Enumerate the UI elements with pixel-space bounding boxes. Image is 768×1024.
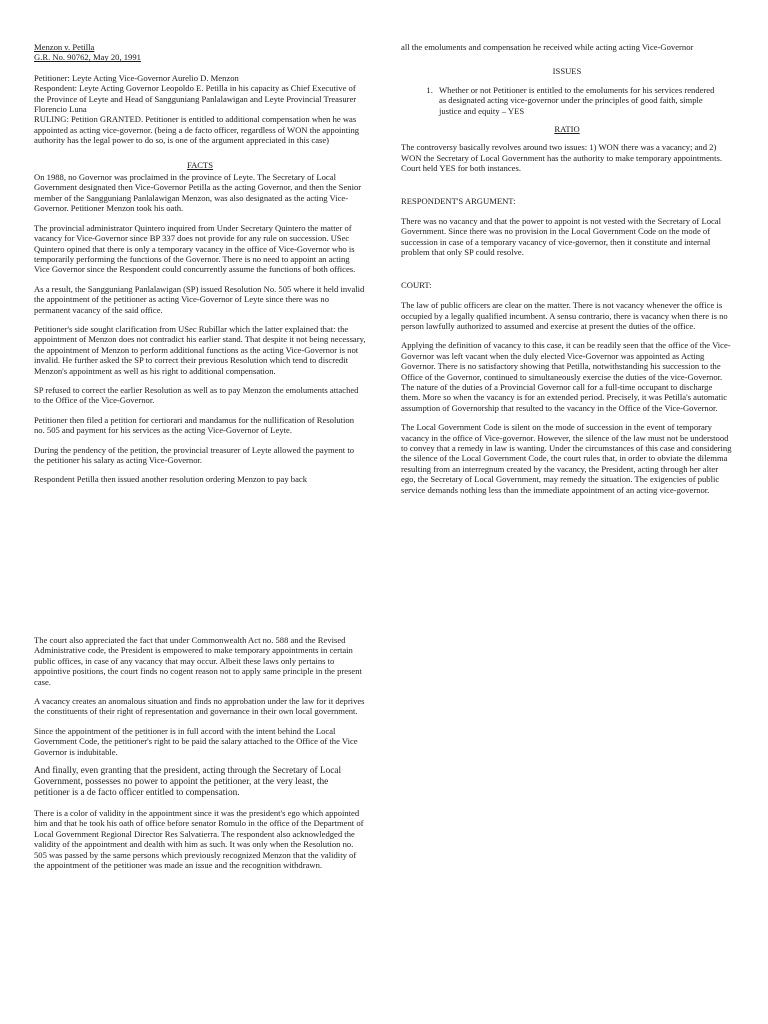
- ruling-line: RULING: Petition GRANTED. Petitioner is entitled to additional compensation when he was appointed as acting vice-governor. (being a de facto officer, regardless of WON the appointing authority has the legal power to do so, is one of the argument appreciated in this case): [34, 114, 360, 146]
- facts-heading: FACTS: [186, 159, 214, 170]
- page2-column: [34, 635, 366, 880]
- page2-paragraph: Since the appointment of the petitioner is in full accord with the intent behind the Local Government Code, the petitioner's right to be paid the salary attached to the Office of the Vice Governor is indubitable.: [34, 725, 358, 757]
- petitioner-line: Petitioner: Leyte Acting Vice-Governor Aurelio D. Menzon: [34, 72, 239, 83]
- left-column: [34, 42, 366, 494]
- facts-paragraph: Petitioner then filed a petition for certiorari and mandamus for the nullification of Resolution no. 505 and payment for his services as the acting Vice-Governor of Leyte.: [34, 414, 355, 436]
- facts-paragraph: During the pendency of the petition, the provincial treasurer of Leyte allowed the payment to the petitioner his salary as acting Vice-Governor.: [34, 444, 355, 465]
- case-title: Menzon v. Petilla: [34, 42, 95, 52]
- issue-item: 1. Whether or not Petitioner is entitled to the emoluments for his services rendered as designated acting vice-governor under the principles of good faith, simple justice and equity – YES: [435, 85, 723, 116]
- facts-continuation: all the emoluments and compensation he received while acting acting Vice-Governor: [401, 42, 694, 52]
- respondent-line: Respondent: Leyte Acting Governor Leopoldo E. Petilla in his capacity as Chief Executive of the Province of Leyte and Head of Sangguniang Panlalawigan and Leyte Provincial Treasurer Florencio Luna: [34, 83, 357, 115]
- page2-de-facto-paragraph: And finally, even granting that the president, acting through the Secretary of Local Government, possesses no power to appoint the petitioner, at the very least, the petitioner is a de facto officer entitled to compensation.: [34, 766, 342, 799]
- facts-paragraph: As a result, the Sangguniang Panlalawigan (SP) issued Resolution No. 505 where it held invalid the appointment of the petitioner as acting Vice-Governor of Leyte since there was no permanent vacancy of the said office.: [34, 283, 365, 315]
- facts-paragraph: On 1988, no Governor was proclaimed in the province of Leyte. The Secretary of Local Government designated then Vice-Governor Petilla as the acting Governor, and then the Senior member of the Sangguniang Panlalawigan Menzon, was also designated as the acting Vice-Governor. Petitioner Menzon took his oath.: [34, 172, 362, 214]
- facts-paragraph: Respondent Petilla then issued another resolution ordering Menzon to pay back: [34, 474, 308, 485]
- court-paragraph: The law of public officers are clear on the matter. There is not vacancy whenever the office is occupied by a legally qualified incumbent. A sensu contrario, there is vacancy when there is no person lawfully authorized to assumed and exercise at present the duties of the office.: [401, 300, 728, 331]
- facts-paragraph: SP refused to correct the earlier Resolution as well as to pay Menzon the emoluments attached to the Office of the Vice-Governor.: [34, 384, 359, 406]
- court-paragraph: The Local Government Code is silent on the mode of succession in the event of temporary vacancy in the office of Vice-governor. However, the silence of the law must not be understood to convey that a remedy in law is wanting. Under the circumstances of this case and considering the silence of the Local Government Code, the court rules that, in order to obviate the dilemma resulting from an interregnum created by the vacancy, the President, acting through her alter ego, the Secretary of Local Government, may remedy the situation. The exigencies of public service demands nothing less than the immediate appointment of an acting vice-governor.: [401, 422, 732, 495]
- issues-list: [401, 85, 733, 116]
- case-gr-number: G.R. No. 90762, May 20, 1991: [34, 52, 141, 63]
- respondent-argument-text: There was no vacancy and that the power to appoint is not vested with the Secretary of Local Government. Since there was no provision in the Local Government Code on the mode of succession in case of a temporary vacancy of vice-governor, then it constitute and internal problem that only SP could resolve.: [401, 216, 722, 258]
- case-header: [34, 42, 366, 63]
- issues-heading: ISSUES: [552, 66, 582, 77]
- page2-paragraph: The court also appreciated the fact that under Commonwealth Act no. 588 and the Revised Administrative code, the President is empowered to make temporary appointments in certain public offices, in case of any vacancy that may occur. Albeit these laws only pertains to appointive positions, the court finds no cogent reason not to apply same principle in the present case.: [34, 635, 362, 687]
- ratio-heading: RATIO: [554, 124, 580, 135]
- respondent-argument-heading: RESPONDENT'S ARGUMENT:: [401, 195, 516, 206]
- facts-paragraph: The provincial administrator Quintero inquired from Under Secretary Quintero the matter of vacancy for Vice-Governor since BP 337 does not provide for any rule on succession. USec Quintero opined that there is only a temporary vacancy in the office of Vice-Governor who is temporarily performing the functions of the Governor. There is no need to appoint an acting Vice Governor since the Respondent could concurrently assume the functions of both offices.: [34, 222, 356, 275]
- right-column: [401, 42, 733, 504]
- page2-paragraph: A vacancy creates an anomalous situation and finds no approbation under the law for it deprives the constituents of their right of representation and governance in their own local government.: [34, 696, 365, 717]
- facts-paragraph: Petitioner's side sought clarification from USec Rubillar which the latter explained that: the appointment of Menzon does not contradict his earlier stand. That despite it not being necessary, the appointment of Menzon to perform additional functions as the acting Vice-Governor is not invalid. He further asked the SP to correct their previous Resolution which tend to discredit Menzon's appointment as well as his right to additional compensation.: [34, 323, 366, 376]
- court-heading: COURT:: [401, 279, 432, 290]
- parties-block: [34, 73, 366, 146]
- ratio-text: The controversy basically revolves around two issues: 1) WON there was a vacancy; and 2) WON the Secretary of Local Government has the authority to make temporary appointments. Court held YES for both instances.: [401, 142, 722, 174]
- page2-paragraph: There is a color of validity in the appointment since it was the president's ego which appointed him and that he took his oath of office before senator Romulo in the office of the Department of Local Government Regional Director Res Salvatierra. The respondent also acknowledged the validity of the appointment and dealth with him as such. It was only when the Resolution no. 505 was passed by the same persons which previously recognized Menzon that the validity of the appointment of the petitioner was made an issue and the recognition withdrawn.: [34, 808, 364, 871]
- court-paragraph: Applying the definition of vacancy to this case, it can be readily seen that the office of the Vice-Governor was left vacant when the duly elected Vice-Governor was appointed as Acting Governor. There is no satisfactory showing that Petilla, notwithstanding his succession to the Office of the Governor, continued to simultaneously exercise the duties of the vice-Governor. The nature of the duties of a Provincial Governor call for a full-time occupant to discharge them. More so when the vacancy is for an extended period. Precisely, it was Petilla's automatic assumption of Governorship that resulted to the vacancy in the Office of the Vice-Governor.: [401, 340, 731, 413]
